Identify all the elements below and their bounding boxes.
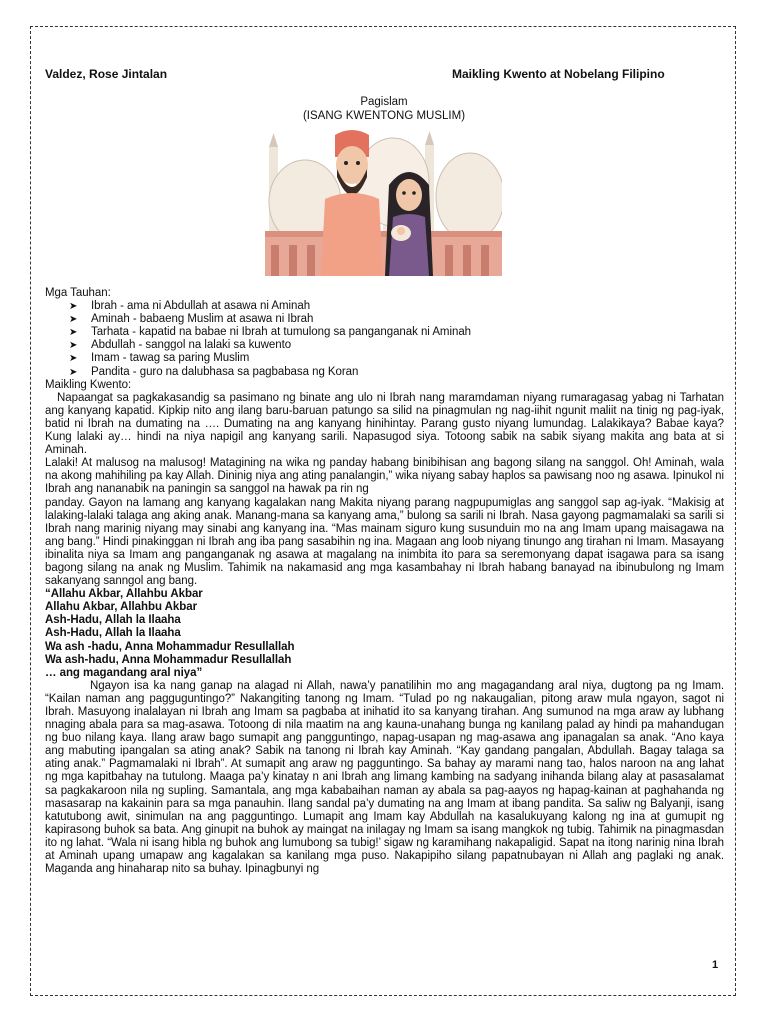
poem-line: Wa ash-hadu, Anna Mohammadur Resullallah — [45, 653, 292, 666]
arrow-bullet-icon: ➤ — [69, 327, 78, 339]
poem-line: … ang magandang aral niya” — [45, 666, 203, 679]
document-body — [45, 287, 724, 876]
poem-line: Ash-Hadu, Allah la Ilaaha — [45, 627, 181, 640]
arrow-bullet-icon: ➤ — [69, 353, 78, 365]
arrow-bullet-icon: ➤ — [69, 366, 78, 378]
paragraph: Lalaki! At malusog na malusog! Matagining na wika ng panday habang binibihisan ang bagong silang na sanggol. Oh! Aminah, wala na akong mahihiling pa kay Allah. Dininig niya ang ating panalangin,” wika niyang sabay haplos sa pawisang noo ng asawa. Ipinukol ni Ibrah ang nananabik na paningin sa sanggol na hawak pa rin ng — [45, 457, 724, 496]
story-heading: Maikling Kwento: — [45, 378, 132, 391]
arrow-bullet-icon: ➤ — [69, 314, 78, 326]
mosque-couple-illustration — [265, 127, 502, 276]
list-item: ➤ Imam - tawag sa paring Muslim — [69, 352, 250, 365]
page-number: 1 — [712, 959, 719, 971]
list-item: ➤ Tarhata - kapatid na babae ni Ibrah at tumulong sa panganganak ni Aminah — [69, 326, 472, 339]
poem-line: Allahu Akbar, Allahbu Akbar — [45, 601, 198, 614]
list-item: ➤ Abdullah - sanggol na lalaki sa kuwento — [69, 339, 292, 352]
arrow-bullet-icon: ➤ — [69, 301, 78, 313]
story-subtitle: (ISANG KWENTONG MUSLIM) — [302, 110, 466, 122]
list-item: ➤ Ibrah - ama ni Abdullah at asawa ni Aminah — [69, 300, 311, 313]
paragraph: panday. Gayon na lamang ang kanyang kagalakan nang Makita niyang parang nagpupumiglas ang sanggol sap ag-iyak. “Makisig at lalaking-lalaki talaga ang aking anak. Manang-mana sa kanyang ama,” bulong sa sarili ni Ibrah. Nasa gayong pagmamalaki sa sarili si Ibrah nang marinig niyang may sinabi ang kanyang ina. “Mas mainam siguro kung susunduin mo na ang Imam upang maisagawa na ang bang.” Hindi pinakinggan ni Ibrah ang iba pang sasabihin ng ina. Magaan ang loob niyang tinungo ang tirahan ni Imam. Masayang ibinalita niya sa Imam ang panganganak ng asawa at magalang na inimbita ito para sa seremonyang dapat isagawa para sa isang bagong silang na anak ng Muslim. Tahimik na nakamasid ang mga kasambahay ni Ibrah habang banayad na ibinubulong ng Imam sakanyang sanngol ang bang. — [45, 496, 724, 588]
poem-line: Wa ash -hadu, Anna Mohammadur Resullallah — [45, 640, 295, 653]
paragraph: Ngayon isa ka nang ganap na alagad ni Allah, nawa’y panatilihin mo ang magagandang aral niya, dugtong pa ng Imam. “Kailan naman ang pagguguntingo?” Nakangiting tanong ng Imam. “Tulad po ng nakaugalian, pitong araw mula ngayon, sagot ni Ibrah. Masuyong inalalayan ni Ibrah ang Imam sa pagbaba at inihatid ito sa kanyang tirahan. Ang sumunod na mga araw ay lubhang nnaging abala para sa mag-asawa. Totoong di nila maatim na ang kauna-unahang bunga ng kanilang palad ay hindi pa mahandugan ng buo nilang kaya. Ilang araw bago sumapit ang pangguntingo, napag-usapan ng mag-asawa ang ipanagalan sa anak. “Ano kaya ang mabuting ipangalan sa ating anak? Sabik na tanong ni Ibrah kay Aminah. “Kay gandang pangalan, Abdullah. Bagay talaga sa ating anak.” Pagmamalaki ni Ibrah”. At sumapit ang araw ng pagguntingo. Sa bahay ay marami nang tao, halos naroon na ang lahat ng mga kapitbahay na tutulong. Maaga pa’y kinatay n ani Ibrah ang limang kambing na sadyang inihanda bilang alay at pasasalamat sa pagkakaroon nila ng supling. Samantala, ang mga kababaihan naman ay abala sa pag-aayos ng hapag-kainan at paghahanda ng masasarap na kakainin para sa mga panauhin. Ilang sandal pa’y dumating na ang Imam at ibang pandita. Sa saliw ng Balyanji, isang katutubong awit, sinimulan na ang pagguntingo. Lumapit ang Imam kay Abdullah na kasalukuyang kalong ng ina at gumupit ng kapirasong buhok sa bata. Ang ginupit na buhok ay maingat na inilagay ng Imam sa isang mangkok ng tubig. Tahimik na pinagmasdan ito ng lahat. “Wala ni isang hibla ng buhok ang lumubong sa tubig!’ sigaw ng karamihang nakapaligid. Sapat na itong narinig nina Ibrah at Aminah upang umapaw ang kagalakan sa kanilang mga puso. Nakapipiho silang papatnubayan ni Allah ang paglaki ng anak. Maganda ang hinaharap nito sa buhay. Ipinagbunyi ng — [45, 679, 724, 876]
paragraph: Napaangat sa pagkakasandig sa pasimano ng binate ang ulo ni Ibrah nang maramdaman niyang rumaragasag yabag ni Tarhatan ang kanyang kapatid. Kipkip nito ang ilang baru-baruan patungo sa silid na pinagmulan ng nag-iihit ngunit maliit na tinig ng pag-iyak, batid ni Ibrah na dumating na …. Dumating na ang kanyang hinihintay. Parang gusto niyang lumundag. Lalakikaya? Babae kaya? Kung lalaki ay… hindi na niya napigil ang kanyang sarili. Napasugod siya. Totoong sabik na sabik siyang makita ang bata at si Aminah. — [45, 391, 724, 457]
list-item: ➤ Aminah - babaeng Muslim at asawa ni Ibrah — [69, 313, 314, 326]
list-item: ➤ Pandita - guro na dalubhasa sa pagbabasa ng Koran — [69, 365, 359, 378]
characters-heading: Mga Tauhan: — [45, 287, 111, 299]
poem-line: Ash-Hadu, Allah la Ilaaha — [45, 614, 181, 627]
course-title: Maikling Kwento at Nobelang Filipino — [452, 67, 665, 81]
story-title: Pagislam — [360, 96, 408, 108]
poem-line: “Allahu Akbar, Allahbu Akbar — [45, 588, 203, 601]
author-name: Valdez, Rose Jintalan — [45, 67, 168, 81]
arrow-bullet-icon: ➤ — [69, 340, 78, 352]
character-list — [45, 300, 724, 379]
